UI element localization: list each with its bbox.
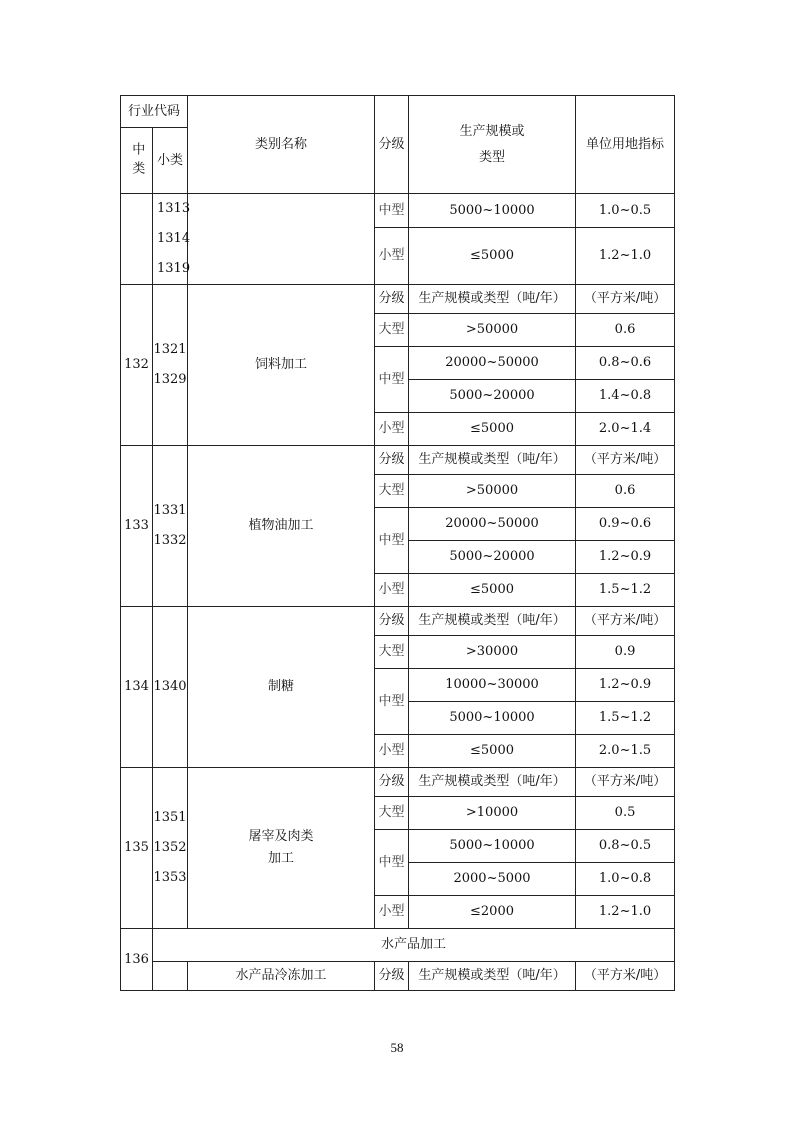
- category-name: [188, 607, 375, 768]
- category-name: [188, 768, 375, 929]
- cont-subcodes: [153, 194, 191, 285]
- header-scale-line1: 生产规模或: [459, 123, 525, 139]
- subheader-value: （平方米/吨）: [576, 285, 675, 314]
- value-cell: 0.6: [576, 314, 675, 347]
- grade-cell: 小型: [375, 735, 409, 768]
- scale-cell: ≤5000: [409, 574, 576, 607]
- sub-class-codes: [153, 285, 188, 446]
- subheader-grade: 分级: [375, 446, 409, 475]
- cont-subcode: 1313: [157, 201, 191, 216]
- value-cell: 0.8~0.6: [576, 347, 675, 380]
- header-land-index: 单位用地指标: [576, 96, 675, 194]
- subheader-value: （平方米/吨）: [576, 768, 675, 797]
- subheader-scale: 生产规模或类型（吨/年）: [409, 446, 576, 475]
- mid-class-code: 136: [121, 929, 153, 991]
- grade-cell: 中型: [375, 194, 409, 228]
- subheader-value: （平方米/吨）: [576, 607, 675, 636]
- mid-class-code: 134: [121, 607, 153, 768]
- value-cell: 1.4~0.8: [576, 380, 675, 413]
- subheader-scale: 生产规模或类型（吨/年）: [409, 607, 576, 636]
- scale-cell: 2000~5000: [409, 863, 576, 896]
- value-cell: 0.6: [576, 475, 675, 508]
- value-cell: 2.0~1.5: [576, 735, 675, 768]
- category-name: [188, 285, 375, 446]
- scale-cell: 20000~50000: [409, 347, 576, 380]
- grade-cell: 大型: [375, 475, 409, 508]
- grade-cell: 大型: [375, 797, 409, 830]
- category-name-line: 加工: [268, 851, 295, 866]
- subheader-grade: 分级: [375, 285, 409, 314]
- scale-cell: >50000: [409, 314, 576, 347]
- category-name-line: 制糖: [268, 679, 295, 694]
- cont-subcode: 1314: [157, 231, 191, 246]
- category-name-line: 屠宰及肉类: [248, 829, 314, 844]
- grade-cell: 大型: [375, 314, 409, 347]
- value-cell: 1.5~1.2: [576, 702, 675, 735]
- grade-cell: 小型: [375, 574, 409, 607]
- subheader-grade: 分级: [375, 607, 409, 636]
- value-cell: 1.2~0.9: [576, 669, 675, 702]
- value-cell: 0.9: [576, 636, 675, 669]
- header-scale-line2: 类型: [479, 149, 506, 165]
- grade-cell: 小型: [375, 896, 409, 929]
- scale-cell: 5000~20000: [409, 541, 576, 574]
- sub-class-code: 1351: [153, 810, 187, 825]
- mid-class-code: 132: [121, 285, 153, 446]
- sub-class-code: 1353: [153, 870, 187, 885]
- header-sub-class: 小类: [153, 128, 188, 194]
- category-name-line: 植物油加工: [248, 518, 314, 533]
- subheader-scale: 生产规模或类型（吨/年）: [409, 962, 576, 991]
- scale-cell: ≤5000: [409, 735, 576, 768]
- scale-cell: 20000~50000: [409, 508, 576, 541]
- category-name: 水产品冷冻加工: [188, 962, 375, 991]
- subheader-value: （平方米/吨）: [576, 962, 675, 991]
- subheader-grade: 分级: [375, 962, 409, 991]
- subheader-value: （平方米/吨）: [576, 446, 675, 475]
- value-cell: 1.0~0.8: [576, 863, 675, 896]
- category-name: [188, 446, 375, 607]
- header-mid-class: 中类: [121, 128, 153, 194]
- sub-class-code: 1332: [153, 533, 187, 548]
- value-cell: 0.9~0.6: [576, 508, 675, 541]
- group-title: 水产品加工: [153, 929, 675, 962]
- value-cell: 1.5~1.2: [576, 574, 675, 607]
- subheader-grade: 分级: [375, 768, 409, 797]
- sub-class-codes: [153, 446, 188, 607]
- scale-cell: >30000: [409, 636, 576, 669]
- grade-cell: 小型: [375, 227, 409, 284]
- scale-cell: >10000: [409, 797, 576, 830]
- mid-class-code: 133: [121, 446, 153, 607]
- category-name-line: 饲料加工: [255, 357, 308, 372]
- sub-class-code: 1340: [153, 679, 187, 694]
- sub-class-code: 1321: [153, 342, 187, 357]
- sub-class-codes: [153, 607, 188, 768]
- grade-cell: 中型: [375, 508, 409, 574]
- value-cell: 0.5: [576, 797, 675, 830]
- subheader-scale: 生产规模或类型（吨/年）: [409, 768, 576, 797]
- scale-cell: 5000~10000: [409, 702, 576, 735]
- page-number: 58: [390, 1040, 404, 1055]
- land-use-index-table: [120, 95, 675, 991]
- scale-cell: 10000~30000: [409, 669, 576, 702]
- grade-cell: 小型: [375, 413, 409, 446]
- header-industry-code: 行业代码: [121, 96, 188, 128]
- scale-cell: ≤5000: [409, 413, 576, 446]
- value-cell: 1.2~1.0: [576, 227, 675, 284]
- cont-subcode: 1319: [157, 261, 191, 276]
- grade-cell: 中型: [375, 830, 409, 896]
- scale-cell: >50000: [409, 475, 576, 508]
- value-cell: 1.2~0.9: [576, 541, 675, 574]
- value-cell: 1.0~0.5: [576, 194, 675, 228]
- scale-cell: 5000~20000: [409, 380, 576, 413]
- value-cell: 2.0~1.4: [576, 413, 675, 446]
- scale-cell: 5000~10000: [409, 194, 576, 228]
- scale-cell: ≤2000: [409, 896, 576, 929]
- subheader-scale: 生产规模或类型（吨/年）: [409, 285, 576, 314]
- sub-class-codes: [153, 962, 188, 991]
- value-cell: 0.8~0.5: [576, 830, 675, 863]
- grade-cell: 中型: [375, 347, 409, 413]
- header-grade: 分级: [375, 96, 409, 194]
- sub-class-code: 1331: [153, 503, 187, 518]
- cont-name-cell: [188, 194, 375, 285]
- header-scale: [409, 96, 576, 194]
- header-category-name: 类别名称: [188, 96, 375, 194]
- value-cell: 1.2~1.0: [576, 896, 675, 929]
- sub-class-code: 1352: [153, 840, 187, 855]
- scale-cell: 5000~10000: [409, 830, 576, 863]
- cont-mid-cell: [121, 194, 153, 285]
- sub-class-code: 1329: [153, 372, 187, 387]
- grade-cell: 中型: [375, 669, 409, 735]
- sub-class-codes: [153, 768, 188, 929]
- scale-cell: ≤5000: [409, 227, 576, 284]
- mid-class-code: 135: [121, 768, 153, 929]
- grade-cell: 大型: [375, 636, 409, 669]
